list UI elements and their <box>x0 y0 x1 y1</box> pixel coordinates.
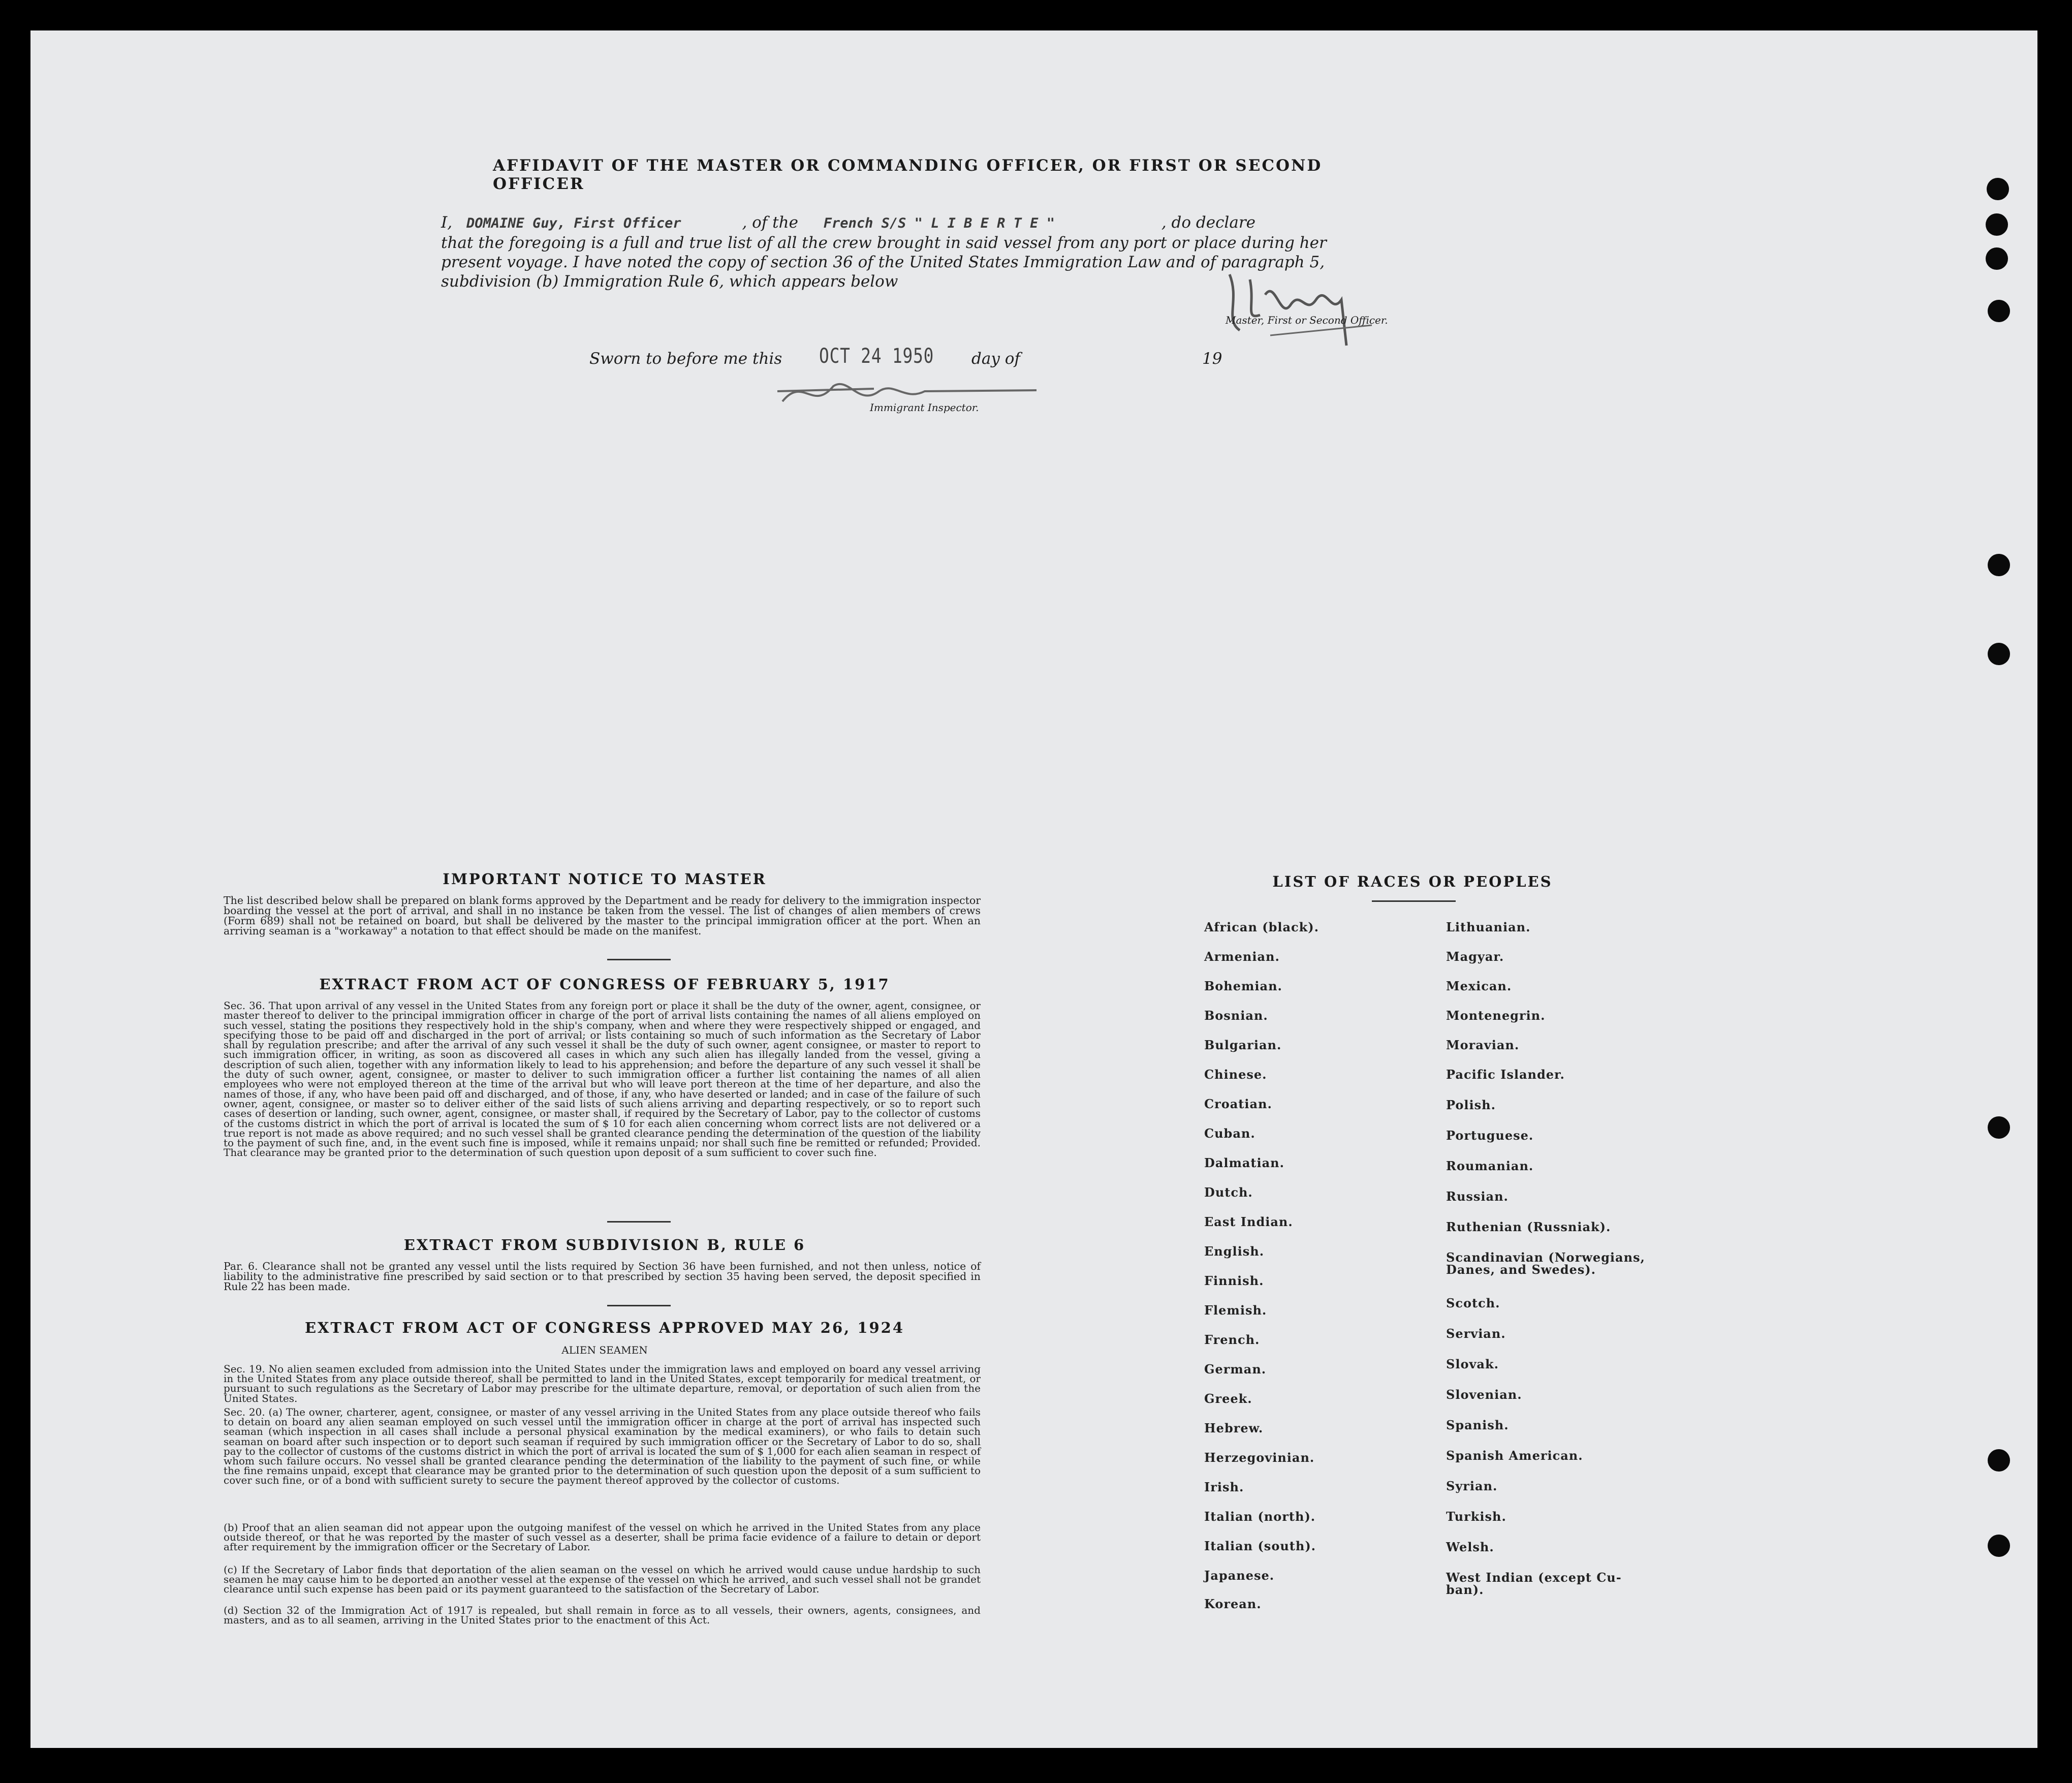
race-item: Moravian. <box>1446 1038 1520 1052</box>
extract-1924-title: EXTRACT FROM ACT OF CONGRESS APPROVED MAY 26, 1924 <box>304 1319 905 1336</box>
race-item: Turkish. <box>1446 1509 1506 1524</box>
divider <box>607 1305 671 1306</box>
race-item: Ruthenian (Russniak). <box>1446 1219 1611 1234</box>
race-item: ban). <box>1446 1582 1484 1597</box>
punch-hole <box>1987 178 2009 200</box>
race-item: Bulgarian. <box>1204 1038 1282 1052</box>
punch-hole <box>1986 213 2008 236</box>
punch-hole <box>1986 247 2008 270</box>
race-item: Bosnian. <box>1204 1008 1268 1023</box>
race-item: English. <box>1204 1244 1265 1259</box>
race-item: Lithuanian. <box>1446 920 1531 934</box>
race-item: Servian. <box>1446 1326 1506 1341</box>
officer-name-field: DOMAINE Guy, First Officer <box>466 215 681 231</box>
race-item: Dutch. <box>1204 1185 1253 1200</box>
punch-hole <box>1988 300 2010 322</box>
race-item: Scandinavian (Norwegians, <box>1446 1250 1645 1265</box>
race-item: Finnish. <box>1204 1273 1264 1288</box>
race-item: Roumanian. <box>1446 1159 1534 1173</box>
declaration-line-2: that the foregoing is a full and true list of all the crew brought in said vessel from any port or place during her <box>441 234 1327 252</box>
divider <box>607 1221 671 1223</box>
sworn-prefix: Sworn to before me this <box>589 350 782 368</box>
race-item: West Indian (except Cu- <box>1446 1570 1622 1585</box>
declaration-end: , do declare <box>1161 213 1255 232</box>
subdivision-b-body: Par. 6. Clearance shall not be granted any vessel until the lists required by Section 36 have been furnished, and not then unless, notice of liability to the administrative fine prescribed by said section or to that prescribed by section 35 having been served, the deposit specified in Rule 22 has been made. <box>224 1260 981 1293</box>
affidavit-title: AFFIDAVIT OF THE MASTER OR COMMANDING OFFICER, OR FIRST OR SECOND OFFICER <box>493 157 1323 193</box>
sworn-day-of: day of <box>971 350 1020 368</box>
punch-hole <box>1988 1449 2010 1472</box>
declaration-i: I, <box>441 213 453 232</box>
punch-hole <box>1988 643 2010 665</box>
race-item: Hebrew. <box>1204 1421 1264 1435</box>
race-item: Spanish American. <box>1446 1448 1583 1463</box>
extract-1924-subtitle: ALIEN SEAMEN <box>561 1344 648 1356</box>
vessel-name-field: French S/S " L I B E R T E " <box>823 215 1055 231</box>
race-item: Croatian. <box>1204 1097 1272 1111</box>
race-item: East Indian. <box>1204 1214 1293 1229</box>
race-item: Cuban. <box>1204 1126 1255 1141</box>
race-item: Greek. <box>1204 1391 1252 1406</box>
punch-hole <box>1988 1116 2010 1139</box>
race-item: Mexican. <box>1446 979 1512 993</box>
race-item: African (black). <box>1204 920 1320 934</box>
sworn-date-stamp: OCT 24 1950 <box>819 345 934 368</box>
extract-1917-title: EXTRACT FROM ACT OF CONGRESS OF FEBRUARY 5, 1917 <box>319 976 890 993</box>
race-item: Dalmatian. <box>1204 1155 1284 1170</box>
race-item: Danes, and Swedes). <box>1446 1262 1596 1277</box>
races-title: LIST OF RACES OR PEOPLES <box>1272 873 1553 890</box>
officer-signature <box>1219 259 1412 361</box>
race-item: Italian (south). <box>1204 1539 1316 1553</box>
race-item: Irish. <box>1204 1480 1244 1494</box>
extract-1924-sec20d: (d) Section 32 of the Immigration Act of 1917 is repealed, but shall remain in force as to all vessels, their owners, agents, consignees, and masters, and as to all seamen, arriving in the United States prior to the enactment of this Act. <box>224 1604 981 1626</box>
race-item: Magyar. <box>1446 949 1504 964</box>
race-item: Japanese. <box>1204 1568 1275 1583</box>
declaration-line-3: present voyage. I have noted the copy of section 36 of the United States Immigration Law and of paragraph 5, <box>441 253 1325 271</box>
notice-title: IMPORTANT NOTICE TO MASTER <box>443 870 767 888</box>
race-item: Chinese. <box>1204 1067 1267 1082</box>
race-item: Flemish. <box>1204 1303 1267 1318</box>
race-item: Welsh. <box>1446 1540 1494 1554</box>
sworn-year: 19 <box>1202 350 1222 368</box>
punch-hole <box>1988 1535 2010 1557</box>
punch-hole <box>1988 554 2010 576</box>
race-item: Spanish. <box>1446 1418 1509 1432</box>
race-item: Bohemian. <box>1204 979 1282 993</box>
document-page <box>30 30 2037 1748</box>
race-item: Italian (north). <box>1204 1509 1316 1524</box>
race-item: Russian. <box>1446 1189 1509 1204</box>
race-item: Syrian. <box>1446 1479 1498 1493</box>
declaration-line-1 <box>441 213 1467 232</box>
divider <box>1372 900 1456 902</box>
race-item: Slovenian. <box>1446 1387 1522 1402</box>
signature-caption: Master, First or Second Officer. <box>1226 314 1388 326</box>
extract-1917-body: Sec. 36. That upon arrival of any vessel in the United States from any foreign port or place it shall be the duty of the owner, agent, consignee, or master thereof to deliver to the principal immigration officer in charge of the port of arrival lists containing the names of all aliens employed on such vessel, stating the positions they respectively hold in the ship's company, when and where they were respectively shipped or engaged, and specifying those to be paid off and discharged in the port of arrival; or lists containing so much of such information as the Secretary of Labor shall by regulation prescribe; and after the arrival of any such vessel it shall be the duty of such owner, agent consignee, or master to report to such immigration officer, in writing, as soon as discovered all cases in which any such alien has illegally landed from the vessel, giving a description of such alien, together with any information likely to lead to his apprehension; and before the departure of any such vessel it shall be the duty of such owner, agent, consignee, or master to deliver to such immigration officer a further list containing the names of all alien employees who were not employed thereon at the time of the arrival but who will leave port thereon at the time of her departure, and also the names of those, if any, who have been paid off and discharged, and of those, if any, who have deserted or landed; and in case of the failure of such owner, agent, consignee, or master so to deliver either of the said lists of such aliens arriving and departing respectively, or so to report such cases of desertion or landing, such owner, agent, consignee, or master shall, if required by the Secretary of Labor, pay to the collector of customs of the customs district in which the port of arrival is located the sum of $ 10 for each alien concerning whom correct lists are not delivered or a true report is not made as above required; and no such vessel shall be granted clearance pending the determination of the question of the liability to the payment of such fine, and, in the event such fine is imposed, while it remains unpaid; nor shall such fine be remitted or refunded; Provided. That clearance may be granted prior to the determination of such question upon deposit of a sum sufficient to cover such fine. <box>224 999 981 1159</box>
race-item: Korean. <box>1204 1597 1262 1611</box>
extract-1924-sec20b: (b) Proof that an alien seaman did not appear upon the outgoing manifest of the vessel on which he arrived in the United States from any place outside thereof, or that he was reported by the master of such vessel as a deserter, shall be prima facie evidence of a failure to detain or deport after requirement by the immigration officer or the Secretary of Labor. <box>224 1521 981 1553</box>
race-item: Armenian. <box>1204 949 1280 964</box>
inspector-caption: Immigrant Inspector. <box>870 401 979 414</box>
race-item: Slovak. <box>1446 1357 1499 1371</box>
extract-1924-sec20a: Sec. 20. (a) The owner, charterer, agent, consignee, or master of any vessel arriving in the United States from any place outside thereof who fails to detain on board any alien seaman employed on such vessel until the immigration officer in charge at the port of arrival has inspected such seaman (which inspection in all cases shall include a personal physical examination by the medical examiners), or who fails to detain such seaman on board after such inspection or to deport such seaman if required by such immigration officer or the Secretary of Labor to do so, shall pay to the collector of customs of the customs district in which the port of arrival is located the sum of $ 1,000 for each alien seaman in respect of whom such failure occurs. No vessel shall be granted clearance pending the determination of the liability to the payment of such fine, or while the fine remains unpaid, except that clearance may be granted prior to the determination of such question upon the deposit of a sum sufficient to cover such fine, or of a bond with sufficient surety to secure the payment thereof approved by the collector of customs. <box>224 1406 981 1487</box>
subdivision-b-title: EXTRACT FROM SUBDIVISION B, RULE 6 <box>403 1236 806 1254</box>
notice-body: The list described below shall be prepared on blank forms approved by the Department and be ready for delivery to the immigration inspector boarding the vessel at the port of arrival, and shall in no instance be taken from the vessel. The list of changes of alien members of crews (Form 689) shall not be retained on board, but shall be delivered by the master to the principal immigration officer at the port. When an arriving seaman is a "workaway" a notation to that effect should be made on the manifest. <box>224 894 981 937</box>
divider <box>607 959 671 960</box>
extract-1924-sec19: Sec. 19. No alien seamen excluded from admission into the United States under the immigration laws and employed on board any vessel arriving in the United States from any place outside thereof, shall be permitted to land in the United States, except temporarily for medical treatment, or pursuant to such regulations as the Secretary of Labor may prescribe for the ultimate departure, removal, or deportation of such alien from the United States. <box>224 1363 981 1404</box>
declaration-of-the: , of the <box>742 213 798 232</box>
race-item: French. <box>1204 1332 1260 1347</box>
race-item: Montenegrin. <box>1446 1008 1546 1023</box>
declaration-line-4: subdivision (b) Immigration Rule 6, which appears below <box>441 272 898 291</box>
race-item: Scotch. <box>1446 1296 1500 1310</box>
race-item: Polish. <box>1446 1098 1496 1112</box>
race-item: Pacific Islander. <box>1446 1067 1565 1082</box>
race-item: Herzegovinian. <box>1204 1450 1315 1465</box>
race-item: German. <box>1204 1362 1267 1377</box>
extract-1924-sec20c: (c) If the Secretary of Labor finds that deportation of the alien seaman on the vessel on which he arrived would cause undue hardship to such seamen he may cause him to be deported an another vessel at the expense of the vessel on which he arrived, and such vessel shall not be grandet clearance until such expense has been paid or its payment guaranteed to the satisfaction of the Secretary of Labor. <box>224 1563 981 1596</box>
race-item: Portuguese. <box>1446 1128 1534 1143</box>
